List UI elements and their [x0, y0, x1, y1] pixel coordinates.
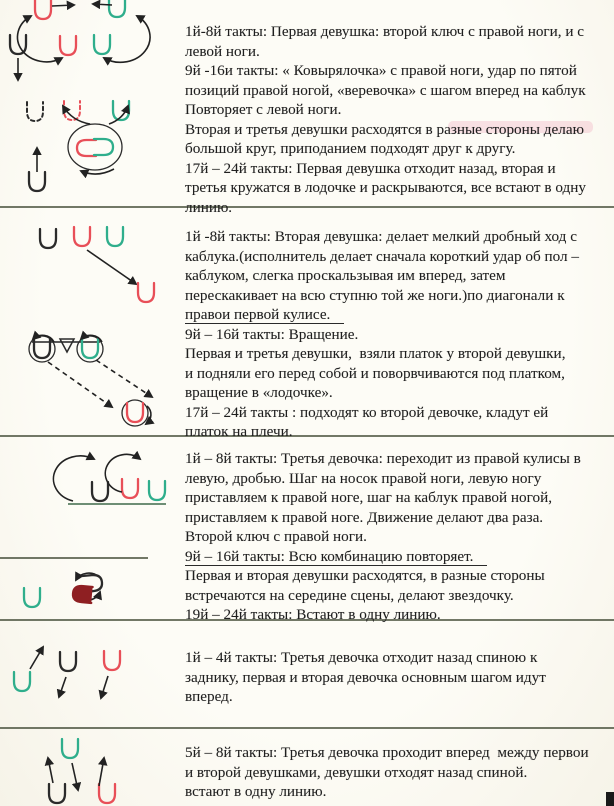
- section-finale-2-text: [185, 743, 610, 802]
- text-line: 9й -16и такты: « Ковырялочка» с правой ноги, удар по пятой: [185, 62, 577, 79]
- text-line: и второй девушками, девушки отходят назад спиной.: [185, 763, 528, 781]
- dancer-red-icon: [122, 479, 138, 498]
- dancer-red-icon: [99, 784, 115, 803]
- diagram-spins: [29, 335, 152, 426]
- dancer-red-icon: [104, 651, 120, 670]
- movement-arrow-icon: [30, 647, 43, 669]
- dancer-red-icon: [74, 227, 90, 246]
- text-line: левой ноги.: [185, 42, 260, 60]
- circle-arc-icon: [18, 16, 62, 62]
- dancer-black-icon: [92, 482, 108, 501]
- dancer-red-icon: [35, 0, 51, 19]
- text-line: 19й – 24й такты: Встают в одну линию.: [185, 606, 441, 623]
- text-line: приставляем к правой ноге, шаг на каблук правой ногой,: [185, 489, 552, 506]
- dashed-cup-icon: [27, 102, 43, 121]
- section-third-girl-text: [185, 449, 610, 625]
- text-line: третья кружатся в лодочке и раскрываются, все встают в одну: [185, 179, 586, 196]
- diagram-pass-between: [48, 739, 115, 803]
- text-line: 9й – 16й такты: Вращение.: [185, 325, 359, 343]
- text-line: 1й -8й такты: Вторая девушка: делает мелкий дробный ход с: [185, 228, 577, 245]
- movement-arrow-icon: [87, 250, 136, 284]
- dancer-green-icon: [94, 139, 113, 155]
- movement-arrow-icon: [109, 106, 128, 124]
- section-second-girl-text: [185, 227, 610, 442]
- dancer-green-icon: [94, 35, 110, 54]
- dancer-green-icon: [107, 227, 123, 246]
- text-line: вращение в «лодочке».: [185, 384, 333, 401]
- dancer-green-icon: [149, 481, 165, 500]
- movement-arrow-icon: [52, 5, 74, 6]
- movement-arrow-icon: [48, 758, 53, 783]
- dancer-black-icon: [60, 652, 76, 671]
- section-first-girl-text: [185, 22, 610, 217]
- text-line: 9й – 16й такты: Всю комбинацию повторяет.: [185, 547, 610, 567]
- dancer-black-icon: [29, 172, 45, 191]
- dancer-black-icon: [40, 229, 56, 248]
- text-line: платок на плечи.: [185, 423, 293, 440]
- text-line: каблуком, слегка проскальзывая им вперед, затем: [185, 267, 506, 284]
- movement-arrow-icon: [63, 106, 90, 124]
- dancer-green-icon: [109, 0, 125, 17]
- diagram-retreat-advance: [14, 647, 120, 698]
- text-line: 1й – 4й такты: Третья девочка отходит назад спиною к: [185, 649, 538, 666]
- dancer-green-icon: [24, 588, 40, 607]
- dashed-arrow-icon: [96, 360, 152, 397]
- text-line: 1й-8й такты: Первая девушка: второй ключ с правой ноги, и с: [185, 23, 585, 40]
- movement-arrow-icon: [59, 677, 66, 697]
- movement-arrow-icon: [72, 763, 78, 790]
- text-line: Второй ключ с правой ноги.: [185, 528, 367, 545]
- text-line: вперед.: [185, 688, 233, 705]
- section-finale-1-text: [185, 648, 610, 707]
- dancer-red-icon: [138, 283, 154, 302]
- movement-arrow-icon: [99, 758, 104, 786]
- text-line: 17й – 24й такты : подходят ко второй девочке, кладут ей: [185, 403, 549, 421]
- dancer-red-icon: [60, 36, 76, 55]
- diagram-boat-spin: [27, 101, 129, 191]
- text-line: заднику, первая и вторая девочка основным шагом идут: [185, 668, 546, 686]
- dancer-green-icon: [62, 739, 78, 758]
- text-line: встают в одну линию.: [185, 783, 327, 800]
- text-line: и подняли его перед собой и поворвчиваются под платком,: [185, 364, 565, 382]
- movement-arrow-icon: [101, 676, 108, 698]
- diagram-circles: [10, 0, 150, 80]
- diagram-line-loops: [53, 454, 166, 504]
- text-line: встречаются на середине сцены, делают звездочку.: [185, 586, 514, 604]
- text-line: Первая и третья девушки, взяли платок у второй девушки,: [185, 345, 566, 362]
- text-line: каблука.(исполнитель делает сначала короткий удар об пол –: [185, 247, 580, 265]
- text-line: большой круг, приподанием подходят друг к другу.: [185, 140, 516, 157]
- text-line: Первая и вторая девушки расходятся, в разные стороны: [185, 567, 545, 584]
- text-line: приставляем к правой ноге. Движение делают два раза.: [185, 508, 544, 526]
- text-line: линию.: [185, 198, 233, 216]
- dancer-green-icon: [14, 672, 30, 691]
- loop-arrow-icon: [53, 456, 94, 501]
- text-line: левую, дробью. Шаг на носок правой ноги, левую ногу: [185, 469, 542, 487]
- text-line: 17й – 24й такты: Первая девушка отходит назад, вторая и: [185, 159, 556, 177]
- movement-arrow-icon: [93, 4, 112, 5]
- dancer-darkred-filled-icon: [72, 585, 92, 603]
- text-line: перескакивает на всю ступню той же ноги.)по диагонали к: [185, 286, 565, 304]
- dancer-black-icon: [49, 784, 65, 803]
- text-line: 1й – 8й такты: Третья девочка: переходит из правой кулисы в: [185, 450, 581, 467]
- platok-triangle-icon: [60, 339, 74, 352]
- text-line: позиций правой ногой, «веревочка» с шагом вперед на каблук: [185, 81, 586, 99]
- text-line: Вторая и третья девушки расходятся в разные стороны делаю: [185, 120, 584, 138]
- dashed-arrow-icon: [48, 362, 112, 407]
- text-line: 5й – 8й такты: Третья девочка проходит вперед между первои: [185, 744, 589, 761]
- dancer-red-icon: [127, 403, 143, 422]
- diagram-diagonal: [40, 227, 154, 302]
- text-line: Повторяет с левой ноги.: [185, 101, 342, 118]
- text-line: правои первой кулисе.: [185, 305, 610, 325]
- dancer-red-icon: [77, 140, 96, 156]
- diagram-star: [24, 573, 103, 607]
